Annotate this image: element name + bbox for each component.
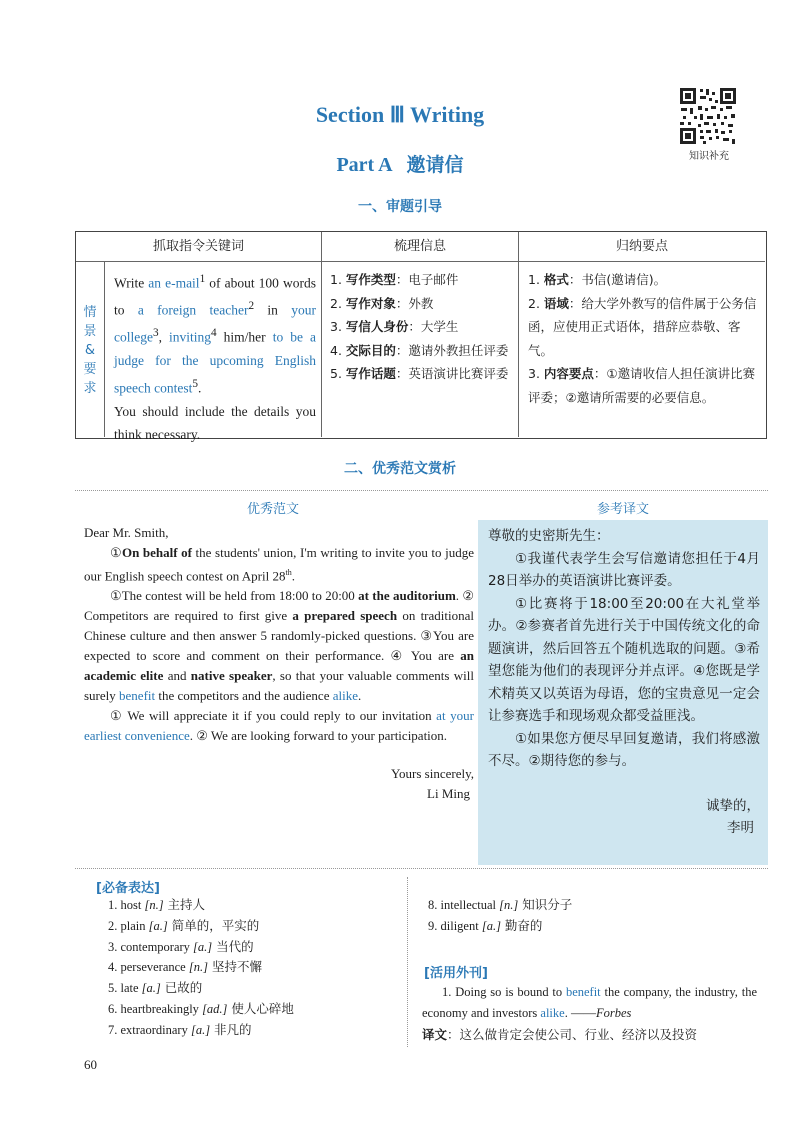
essay-paragraph-2: ①The contest will be held from 18:00 to 20:00 at the auditorium. ② Competitors are required to first give a prepared speech on traditional Chinese culture and then answer 5 randomly-picked questions. ③You are expected to score and comment on their performance. ④ You are an academic elite and native speaker, so that your valuable comments will surely benefit the competitors and the audience alike. (84, 588, 475, 704)
translation-greeting: 尊敬的史密斯先生： (488, 528, 610, 544)
row-label-char: 景 (83, 323, 97, 339)
kw-text: in (254, 302, 292, 318)
info-item: 3. 写信人身份：大学生 (330, 319, 459, 334)
row-label (76, 262, 104, 438)
points-item: 1. 格式：书信(邀请信)。 (528, 272, 667, 287)
info-cell (330, 268, 514, 386)
column-divider (407, 877, 408, 1047)
essay-greeting: Dear Mr. Smith, (84, 525, 169, 540)
translation-paragraph-2: ①比赛将于18:00至20:00在大礼堂举办。②参赛者首先进行关于中国传统文化的命题演讲，然后回答五个随机选取的问题。③希望您能为他们的表现评分并点评。④您既是学术精英又以英语为母语，您的宝贵意见一定会让参赛选手和现场观众都受益匪浅。 (488, 595, 760, 724)
kw-text: . (197, 380, 202, 395)
info-item: 5. 写作话题：英语演讲比赛评委 (330, 366, 509, 381)
translation-paragraph-1: ①我谨代表学生会写信邀请您担任于4月28日举办的英语演讲比赛评委。 (488, 550, 760, 589)
essay-heading: 优秀范文 (246, 502, 299, 517)
dotted-divider (75, 868, 768, 869)
kw-keyword: your college (114, 302, 316, 345)
kw-sup: 4 (211, 327, 217, 339)
model-essay (84, 523, 474, 804)
translation-signature: 李明 (727, 820, 754, 836)
keywords-cell (114, 268, 316, 447)
kw-sup: 1 (199, 273, 206, 285)
list-item: 6. heartbreakingly [ad.] 使人心碎地 (108, 1000, 294, 1016)
essay-paragraph-1: ①On behalf of the students' union, I'm writing to invite you to judge our English speech contest on April 28th. (84, 545, 474, 584)
translation-closing: 诚挚的， (706, 797, 760, 814)
list-item: 9. diligent [a.] 勤奋的 (428, 917, 543, 933)
magazine-heading: [活用外刊] (424, 966, 488, 981)
section-heading-appreciation: 二、优秀范文赏析 (344, 461, 456, 477)
essay-signature: Li Ming (427, 786, 470, 802)
expressions-heading: [必备表达] (96, 881, 160, 896)
row-label-char: & (84, 342, 96, 358)
table-divider (518, 232, 519, 437)
kw-sup: 5 (192, 377, 198, 390)
list-item: 2. plain [a.] 简单的，平实的 (108, 917, 260, 933)
qr-label: 知识补充 (689, 151, 729, 162)
info-item: 1. 写作类型：电子邮件 (330, 272, 459, 287)
kw-text: him/her (216, 329, 273, 345)
essay-paragraph-3: ① We will appreciate it if you could reply to our invitation at your earliest convenience. ② We are looking forward to your participation. (84, 708, 474, 744)
list-item: 3. contemporary [a.] 当代的 (108, 938, 254, 954)
expressions-list-right (428, 895, 758, 937)
table-header-info: 梳理信息 (393, 239, 446, 254)
points-item: 3. 内容要点：①邀请收信人担任演讲比赛评委；②邀请所需要的必要信息。 (528, 366, 756, 405)
kw-keyword: to be a judge for the upcoming English speech contest (114, 329, 316, 395)
row-label-char: 要 (83, 361, 97, 377)
dotted-divider (75, 490, 768, 491)
kw-note: You should include the details you think necessary. (114, 403, 316, 442)
translation-heading: 参考译文 (596, 502, 649, 517)
table-divider (104, 262, 105, 437)
kw-keyword: a foreign teacher (137, 302, 249, 318)
kw-keyword: inviting (169, 329, 212, 345)
kw-text: , (158, 329, 170, 345)
list-item: 5. late [a.] 已故的 (108, 980, 203, 996)
list-item: 8. intellectual [n.] 知识分子 (428, 897, 573, 912)
essay-closing: Yours sincerely, (390, 766, 474, 782)
magazine-example: 1. Doing so is bound to benefit the company, the industry, the economy and investors alike. ——Forbes 译文：这么做肯定会使公司、行业、经济以及投资 (422, 985, 757, 1042)
table-divider (321, 232, 322, 437)
guide-table (75, 231, 767, 442)
info-item: 4. 交际目的：邀请外教担任评委 (330, 342, 509, 358)
kw-text: of about 100 words to (114, 275, 316, 318)
page-number: 60 (84, 1057, 97, 1072)
translation-text (488, 525, 760, 840)
list-item: 1. host [n.] 主持人 (108, 897, 206, 912)
expressions-list-left (108, 895, 398, 1041)
row-label-char: 情 (83, 304, 97, 320)
section-title: Section Ⅲ Writing (315, 102, 485, 127)
table-header-points: 归纳要点 (615, 239, 668, 254)
part-topic: 邀请信 (406, 154, 464, 176)
table-header-keywords: 抓取指令关键词 (152, 239, 244, 254)
qr-code-icon[interactable] (678, 86, 738, 146)
points-item: 2. 语域：给大学外教写的信件属于公务信函，应使用正式语体，措辞应恭敬、客气。 (528, 295, 757, 358)
kw-sup: 2 (248, 300, 255, 312)
part-label: Part A (336, 154, 393, 176)
info-item: 2. 写作对象：外教 (330, 295, 434, 311)
points-cell (528, 268, 758, 409)
kw-text: Write (114, 275, 149, 291)
kw-sup: 3 (152, 327, 159, 339)
list-item: 4. perseverance [n.] 坚持不懈 (108, 959, 262, 975)
row-label-char: 求 (83, 380, 97, 396)
list-item: 7. extraordinary [a.] 非凡的 (108, 1021, 252, 1037)
kw-keyword: an e-mail (148, 275, 200, 291)
translation-paragraph-3: ①如果您方便尽早回复邀请，我们将感激不尽。②期待您的参与。 (488, 730, 760, 769)
section-heading-review: 一、审题引导 (358, 199, 442, 215)
